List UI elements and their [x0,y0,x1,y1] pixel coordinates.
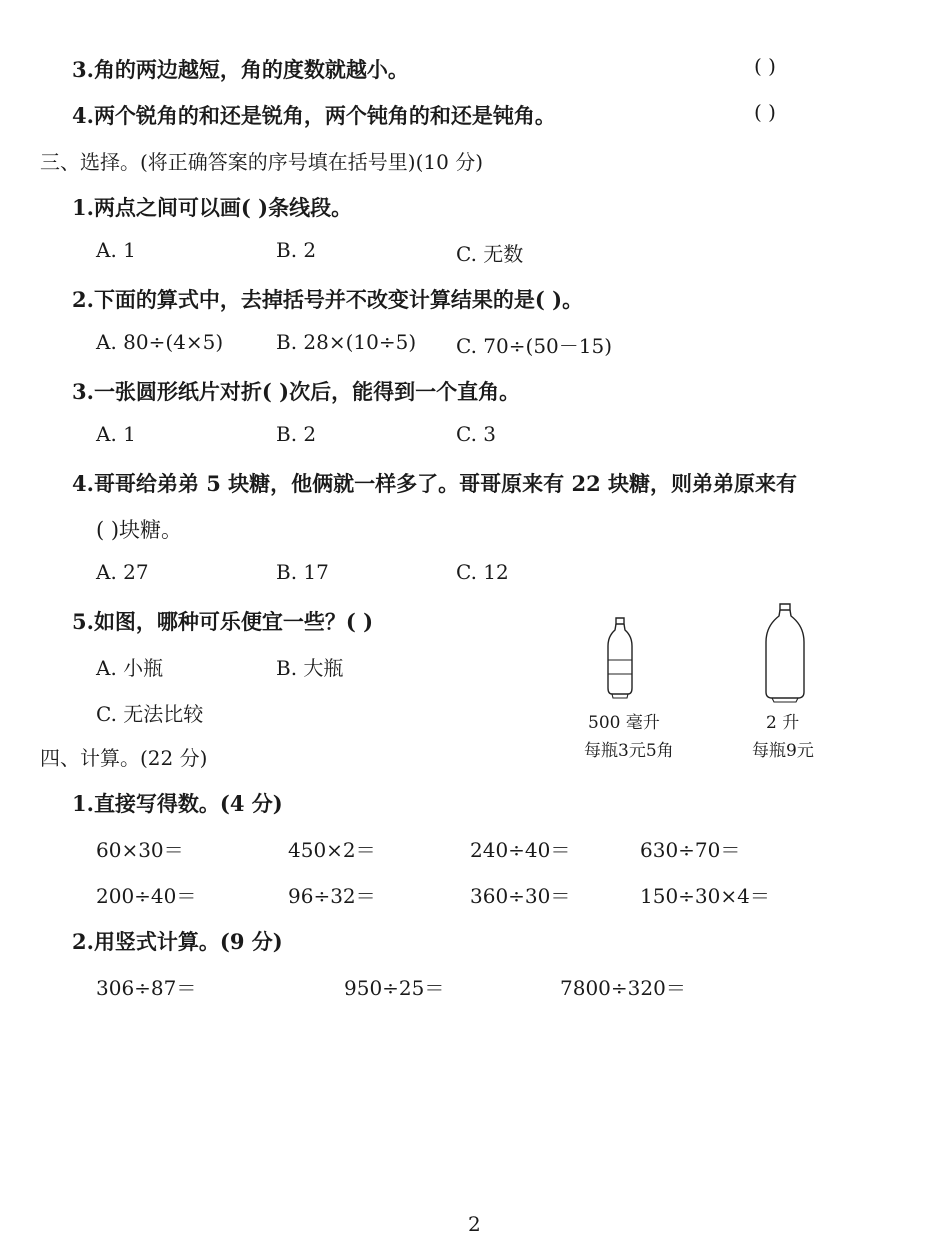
choice-q2-option-c[interactable]: C. 70÷(50－15) [456,334,613,358]
vertical-calc-1[interactable]: 306÷87＝ [96,976,197,1000]
judge-q4-text: 两个锐角的和还是锐角，两个钝角的和还是钝角。 [93,103,556,128]
choice-q5-option-c[interactable]: C. 无法比较 [96,702,204,726]
judge-q4-answer-paren[interactable]: ( ) [754,100,776,124]
choice-q2 [72,284,583,314]
calc-q2-number: 2. [72,929,94,954]
choice-q5 [72,606,373,636]
oral-calc-5[interactable]: 200÷40＝ [96,884,197,908]
choice-q3-text: 一张圆形纸片对折( )次后，能得到一个直角。 [93,379,521,404]
judge-q4 [72,100,556,130]
choice-q4-text: 哥哥给弟弟 5 块糖，他俩就一样多了。哥哥原来有 22 块糖，则弟弟原来有 [93,471,798,496]
choice-q2-number: 2. [72,287,94,312]
choice-q1-option-a[interactable]: A. 1 [96,238,136,262]
choice-q3-option-a[interactable]: A. 1 [96,422,136,446]
oral-calc-7[interactable]: 360÷30＝ [470,884,571,908]
calc-q2-text: 用竖式计算。(9 分) [93,929,283,954]
choice-q1 [72,192,352,222]
choice-q2-text: 下面的算式中，去掉括号并不改变计算结果的是( )。 [93,287,584,312]
choice-q4-number: 4. [72,471,94,496]
judge-q3-answer-paren[interactable]: ( ) [754,54,776,78]
choice-q4-option-c[interactable]: C. 12 [456,560,509,584]
choice-q5-option-a[interactable]: A. 小瓶 [96,656,164,680]
choice-q3 [72,376,520,406]
choice-q3-option-b[interactable]: B. 2 [276,422,317,446]
section3-title: 三、选择。(将正确答案的序号填在括号里)(10 分) [40,150,484,174]
small-bottle-volume: 500 毫升 [588,713,660,733]
judge-q4-number: 4. [72,103,94,128]
oral-calc-1[interactable]: 60×30＝ [96,838,184,862]
choice-q1-text: 两点之间可以画( )条线段。 [93,195,353,220]
judge-q3-number: 3. [72,57,94,82]
large-bottle-price: 每瓶9元 [752,741,814,761]
calc-q2 [72,926,283,956]
choice-q5-number: 5. [72,609,94,634]
oral-calc-6[interactable]: 96÷32＝ [288,884,376,908]
choice-q1-number: 1. [72,195,94,220]
calc-q1 [72,788,283,818]
choice-q1-option-b[interactable]: B. 2 [276,238,317,262]
choice-q3-number: 3. [72,379,94,404]
oral-calc-8[interactable]: 150÷30×4＝ [640,884,770,908]
vertical-calc-2[interactable]: 950÷25＝ [344,976,445,1000]
judge-q3-text: 角的两边越短，角的度数就越小。 [93,57,409,82]
section4-title: 四、计算。(22 分) [40,746,208,770]
choice-q2-option-b[interactable]: B. 28×(10÷5) [276,330,417,354]
choice-q4-option-b[interactable]: B. 17 [276,560,329,584]
judge-q3 [72,54,409,84]
small-bottle-price: 每瓶3元5角 [584,741,674,761]
large-bottle-volume: 2 升 [766,713,800,733]
choice-q1-option-c[interactable]: C. 无数 [456,242,524,266]
calc-q1-number: 1. [72,791,94,816]
choice-q4-text-line2 [96,514,182,544]
choice-q4-text2: ( )块糖。 [96,518,183,542]
oral-calc-2[interactable]: 450×2＝ [288,838,376,862]
choice-q2-option-a[interactable]: A. 80÷(4×5) [96,330,224,354]
choice-q4-option-a[interactable]: A. 27 [96,560,149,584]
choice-q5-option-b[interactable]: B. 大瓶 [276,656,344,680]
vertical-calc-3[interactable]: 7800÷320＝ [560,976,686,1000]
oral-calc-3[interactable]: 240÷40＝ [470,838,571,862]
large-bottle-icon [760,602,810,704]
oral-calc-4[interactable]: 630÷70＝ [640,838,741,862]
small-bottle-icon [598,616,642,700]
choice-q5-text: 如图，哪种可乐便宜一些？( ) [93,609,374,634]
page-number: 2 [468,1212,481,1236]
calc-q1-text: 直接写得数。(4 分) [93,791,283,816]
choice-q3-option-c[interactable]: C. 3 [456,422,497,446]
choice-q4 [72,468,797,498]
